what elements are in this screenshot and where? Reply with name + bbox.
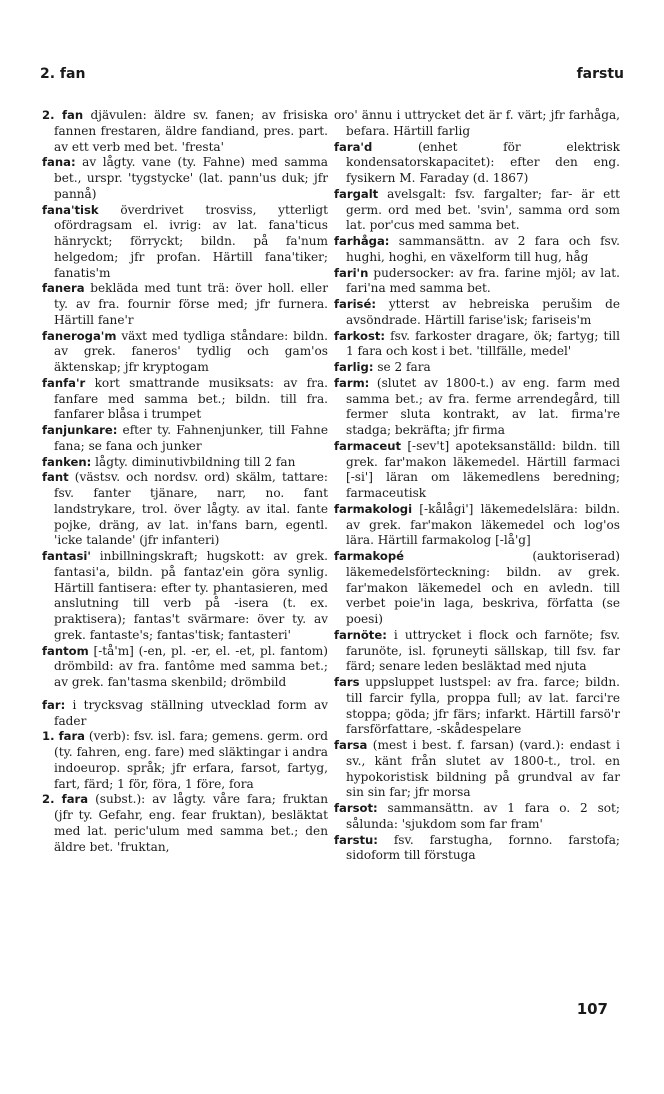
entry-headword: fanfa'r — [42, 375, 86, 390]
dictionary-entry — [334, 140, 620, 187]
dictionary-entry — [42, 329, 328, 376]
entry-definition: (mest i best. f. farsan) (vard.): endast i sv., känt från slutet av 1800-t., trol. en hypokoristisk bildning på grundval av far sin sin far; jfr morsa — [346, 738, 620, 800]
entry-definition: efter ty. Fahnenjunker, till Fahne fana; se fana och junker — [54, 423, 328, 453]
entry-headword: 2. fara — [42, 792, 89, 807]
entry-definition: bekläda med tunt trä: över holl. eller ty. av fra. fournir förse med; jfr furnera. Härtill fane'r — [54, 281, 328, 327]
entry-definition: ytterst av hebreiska perušim de avsöndrade. Härtill farise'isk; fariseis'm — [346, 297, 620, 327]
entry-headword: farnöte: — [334, 627, 387, 642]
entry-definition: av lågty. vane (ty. Fahne) med samma bet., urspr. 'tygstycke' (lat. pann'us duk; jfr pannå) — [54, 155, 328, 201]
entry-definition: oro' ännu i uttrycket det är f. värt; jfr farhåga, befara. Härtill farlig — [334, 108, 620, 138]
dictionary-entry — [334, 187, 620, 234]
dictionary-entry — [42, 549, 328, 644]
dictionary-entry — [42, 203, 328, 282]
entry-definition: avelsgalt: fsv. fargalter; far- är ett germ. ord med bet. 'svin', samma ord som lat. por'cus med samma bet. — [346, 186, 620, 233]
entry-headword: fant — [42, 470, 69, 485]
dictionary-entry — [334, 297, 620, 329]
dictionary-entry — [42, 729, 328, 792]
entry-headword: fana: — [42, 155, 76, 170]
dictionary-entry — [334, 360, 620, 376]
entry-definition: (auktoriserad) läkemedelsförteckning: bildn. av grek. far'makon läkemedel och en avledn. till verbet poie'in laga, beskriva, författa (se poesi) — [346, 549, 620, 626]
dictionary-entry — [42, 423, 328, 455]
entry-definition: (västsv. och nordsv. ord) skälm, tattare: fsv. fanter tjänare, narr, no. fant landstrykare, trol. över lågty. av ital. fante pojke, dräng, av lat. in'fans barn, egentl. 'icke talande' (jfr infanteri) — [54, 470, 328, 548]
entry-definition: djävulen: äldre sv. fanen; av frisiska fannen frestaren, äldre fandiand, pres. part. av ett verb med bet. 'fresta' — [54, 108, 328, 154]
entry-headword: fanjunkare: — [42, 423, 118, 437]
dictionary-entry — [334, 108, 620, 140]
dictionary-entry — [334, 628, 620, 675]
entry-definition: (enhet för elektrisk kondensatorskapacitet): efter den eng. fysikern M. Faraday (d. 1867) — [346, 139, 620, 185]
running-head-left: 2. fan — [40, 66, 86, 82]
dictionary-entry — [334, 738, 620, 801]
entry-definition: se 2 fara — [373, 360, 431, 374]
running-head-right: farstu — [576, 66, 624, 82]
entry-headword: fars — [334, 675, 360, 689]
dictionary-entry — [42, 376, 328, 423]
dictionary-entry — [334, 675, 620, 738]
entry-headword: farmaceut — [334, 438, 402, 453]
entry-definition: växt med tydliga ståndare: bildn. av grek. faneros' tydlig och gam'os äktenskap; jfr kryptogam — [54, 328, 328, 374]
dictionary-entry — [42, 470, 328, 549]
entry-headword: faneroga'm — [42, 328, 117, 343]
entry-headword: fari'n — [334, 265, 369, 280]
dictionary-entry — [42, 644, 328, 691]
entry-definition: fsv. farstugha, fornno. farstofa; sidoform till förstuga — [346, 832, 620, 863]
entry-definition: i trycksvag ställning utvecklad form av fader — [54, 697, 328, 728]
entry-headword: farkost: — [334, 328, 386, 343]
dictionary-entry — [334, 833, 620, 865]
entry-definition: inbillningskraft; hugskott: av grek. fantasi'a, bildn. på fantaz'ein göra synlig. Härtill fantisera: efter ty. phantasieren, med anslutning till verb på -isera (t. ex. praktisera); fantas't svärmare: över ty. av grek. fantaste's; fantas'tisk; fantasteri' — [54, 549, 328, 642]
dictionary-entry — [334, 502, 620, 549]
page-number: 107 — [576, 1000, 608, 1018]
entry-headword: farstu: — [334, 832, 378, 847]
entry-definition: (subst.): av lågty. våre fara; fruktan (jfr ty. Gefahr, eng. fear fruktan), besläktat med lat. peric'ulum med samma bet.; den äldre bet. 'fruktan, — [54, 792, 328, 854]
entry-headword: fanera — [42, 281, 85, 296]
entry-headword: farm: — [334, 375, 370, 390]
entry-headword: farsot: — [334, 801, 378, 815]
entry-headword: 2. fan — [42, 108, 84, 122]
entry-headword: fantasi' — [42, 549, 91, 563]
dictionary-entry — [334, 801, 620, 833]
entry-headword: farhåga: — [334, 234, 390, 248]
entry-definition: (slutet av 1800-t.) av eng. farm med samma bet.; av fra. ferme arrendegård, till fermer sluta kontrakt, av lat. firma're stadga; bekräfta; jfr firma — [346, 375, 620, 437]
entry-definition: uppsluppet lustspel: av fra. farce; bildn. till farcir fylla, proppa full; av lat. farci're stoppa; göda; jfr färs; infarkt. Härtill farsö'r farsförfattare, -skådespelare — [346, 675, 620, 737]
entry-headword: farlig: — [334, 360, 374, 374]
entry-headword: fanken: — [42, 454, 92, 469]
entry-definition: (verb): fsv. isl. fara; gemens. germ. ord (ty. fahren, eng. fare) med släktingar i andra indoeurop. språk; jfr erfara, farsot, fartyg, fart, färd; 1 för, föra, 1 före, fora — [54, 729, 328, 791]
entry-headword: far: — [42, 697, 66, 712]
entry-headword: fargalt — [334, 186, 379, 201]
entry-definition: sammansättn. av 1 fara o. 2 sot; sålunda: 'sjukdom som far fram' — [346, 801, 620, 831]
entry-headword: farmakopé — [334, 549, 405, 563]
entry-headword: 1. fara — [42, 729, 85, 744]
dictionary-entry — [334, 266, 620, 298]
dictionary-entry — [334, 549, 620, 628]
entry-headword: fara'd — [334, 139, 373, 154]
entry-headword: farsa — [334, 738, 368, 752]
dictionary-entry — [42, 155, 328, 202]
dictionary-entry — [334, 376, 620, 439]
dictionary-entry — [42, 792, 328, 855]
entry-definition: överdrivet trosviss, ytterligt ofördragsam el. ivrig: av lat. fana'ticus hänryckt; förryckt; bildn. på fa'num helgedom; jfr profan. Härtill fana'tiker; fanatis'm — [54, 202, 328, 280]
entry-headword: farisé: — [334, 297, 376, 311]
entry-headword: farmakologi — [334, 501, 413, 516]
dictionary-entry — [334, 439, 620, 502]
dictionary-entry — [42, 455, 328, 471]
entry-definition: sammansättn. av 2 fara och fsv. hughi, hoghi, en växelform till hug, håg — [346, 234, 620, 264]
entry-definition: fsv. farkoster dragare, ök; fartyg; till 1 fara och kost i bet. 'tillfälle, medel' — [346, 328, 620, 359]
entry-definition: kort smattrande musiksats: av fra. fanfare med samma bet.; bildn. till fra. fanfarer blåsa i trumpet — [54, 375, 328, 422]
entry-headword: fana'tisk — [42, 202, 99, 217]
entry-definition: i uttrycket i flock och farnöte; fsv. farunöte, isl. fǫruneyti sällskap, till fsv. far färd; senare leden besläktad med njuta — [346, 627, 620, 674]
entry-definition: [-tå'm] (-en, pl. -er, el. -et, pl. fantom) drömbild: av fra. fantôme med samma bet.; av grek. fan'tasma skenbild; drömbild — [54, 643, 328, 689]
entry-definition: lågty. diminutivbildning till 2 fan — [91, 454, 296, 469]
entry-headword: fantom — [42, 643, 89, 658]
dictionary-entry — [334, 234, 620, 266]
right-column — [334, 108, 620, 864]
entry-definition: [-kålågi'] läkemedelslära: bildn. av grek. far'makon läkemedel och log'os lära. Härtill farmakolog [-lå'g] — [346, 501, 620, 548]
dictionary-entry — [334, 329, 620, 361]
entry-definition: [-sev't] apoteksanställd: bildn. till grek. far'makon läkemedel. Härtill farmaci [-si'] läran om läkemedlens beredning; farmaceutisk — [346, 438, 620, 500]
dictionary-entry — [42, 698, 328, 730]
entry-definition: pudersocker: av fra. farine mjöl; av lat. fari'na med samma bet. — [346, 265, 620, 296]
dictionary-entry — [42, 281, 328, 328]
dictionary-entry — [42, 108, 328, 155]
left-column — [42, 108, 328, 855]
